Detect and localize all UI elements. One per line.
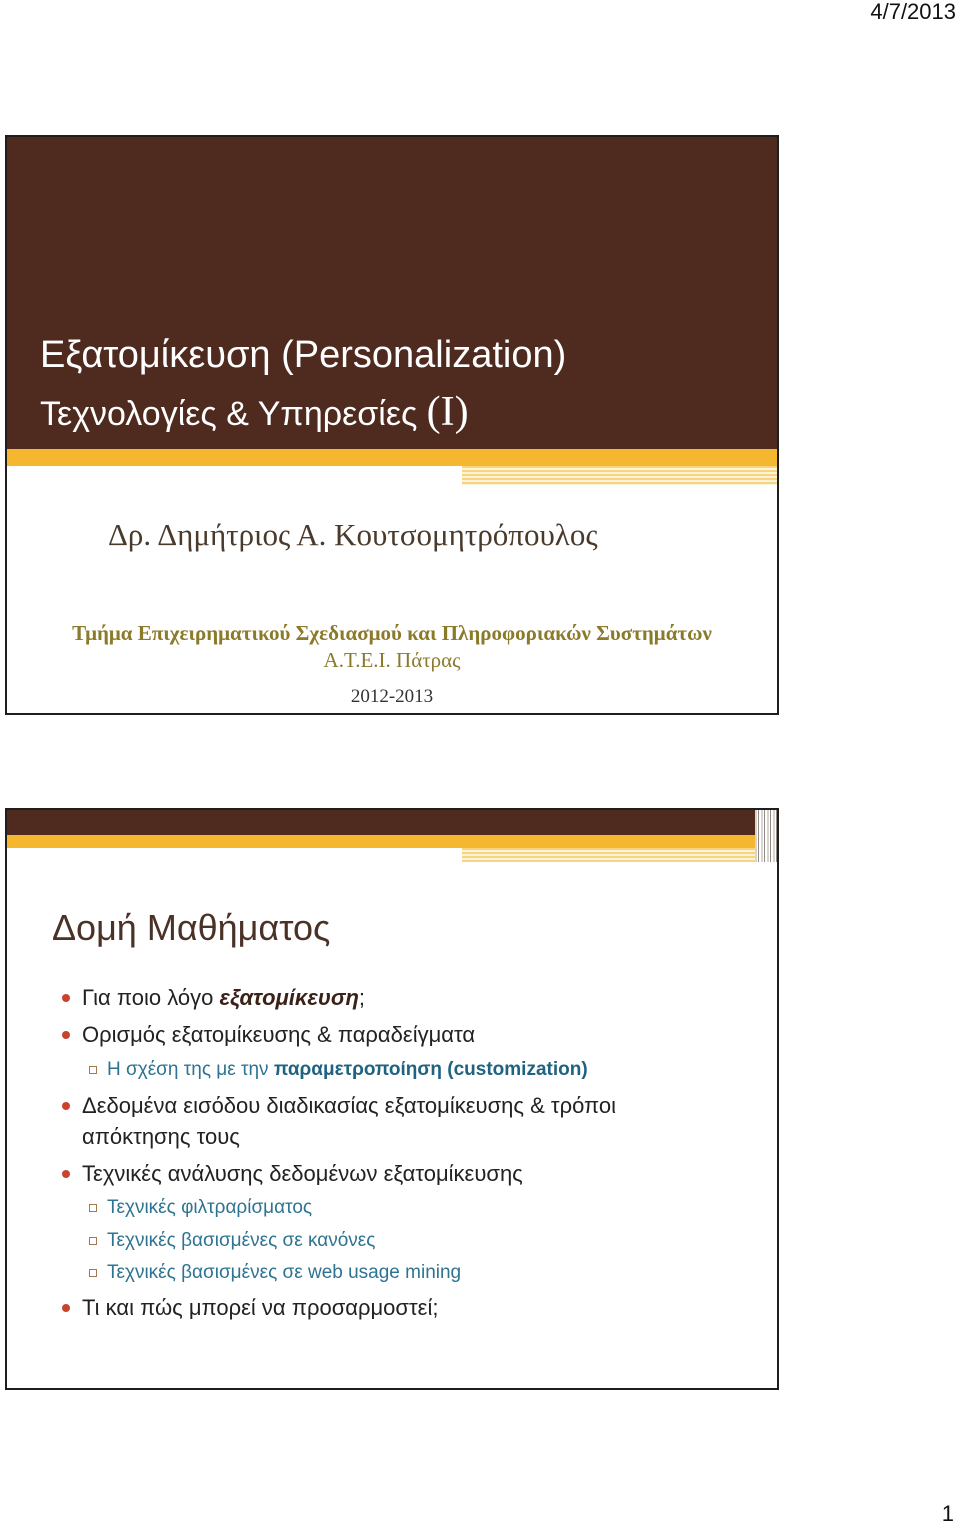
academic-year: 2012-2013 [350,686,434,707]
subitem-text: Τεχνικές φιλτραρίσματος [107,1197,313,1218]
outline-subitem [107,1228,375,1254]
subbullet-marker [89,1066,97,1074]
subtitle-numeral: (I) [426,389,469,435]
page-date: 4/7/2013 [870,0,956,24]
item-emphasis: εξατομίκευση [219,985,359,1010]
accent-bar [7,835,777,848]
outline-slide [5,808,779,1390]
bullet-marker [62,1304,70,1312]
presentation-title: Εξατομίκευση (Personalization) [40,334,567,376]
outline-item [82,1090,616,1152]
item-text: Τι και πώς μπορεί να προσαρμοστεί; [82,1295,439,1320]
department-name: Τμήμα Επιχειρηματικού Σχεδιασμού και Πληροφοριακών Συστημάτων [72,621,712,645]
subitem-text: Τεχνικές βασισμένες σε κανόνες [107,1230,376,1251]
subitem-text: Τεχνικές βασισμένες σε web usage mining [107,1262,462,1283]
subbullet-marker [89,1204,97,1212]
bullet-marker [62,994,70,1002]
presentation-subtitle [40,389,469,437]
author-name: Δρ. Δημήτριος Α. Κουτσομητρόπουλος [108,517,598,552]
outline-subitem [107,1057,588,1083]
item-text: Τεχνικές ανάλυσης δεδομένων εξατομίκευσης [82,1161,523,1186]
subitem-text: Η σχέση της με την [107,1059,274,1080]
institution-name: Α.Τ.Ε.Ι. Πάτρας [323,648,461,672]
bullet-marker [62,1031,70,1039]
accent-stripes [462,848,777,862]
bullet-marker [62,1102,70,1110]
header-band [7,810,777,835]
outline-item [82,1293,439,1323]
outline-subitem [107,1195,312,1221]
outline-item [82,1020,475,1050]
page-number: 1 [941,1501,954,1526]
subbullet-marker [89,1237,97,1245]
item-text: Ορισμός εξατομίκευσης & παραδείγματα [82,1022,476,1047]
item-text-line: Δεδομένα εισόδου διαδικασίας εξατομίκευσης & τρόποι [82,1093,617,1118]
title-slide [5,135,779,715]
outline-item [82,1159,523,1189]
item-text-line: απόκτησης τους [82,1124,240,1149]
accent-stripes [462,466,777,485]
subitem-emphasis: παραμετροποίηση (customization) [273,1059,588,1080]
subtitle-text: Τεχνολογίες & Υπηρεσίες [40,395,418,433]
corner-stripes [755,810,777,862]
outline-subitem [107,1260,461,1286]
item-text: Για ποιο λόγο [82,985,220,1010]
item-suffix: ; [358,985,366,1010]
slide-title: Δομή Μαθήματος [52,907,331,948]
subbullet-marker [89,1269,97,1277]
bullet-marker [62,1170,70,1178]
outline-item [82,983,365,1013]
accent-bar [7,449,777,466]
